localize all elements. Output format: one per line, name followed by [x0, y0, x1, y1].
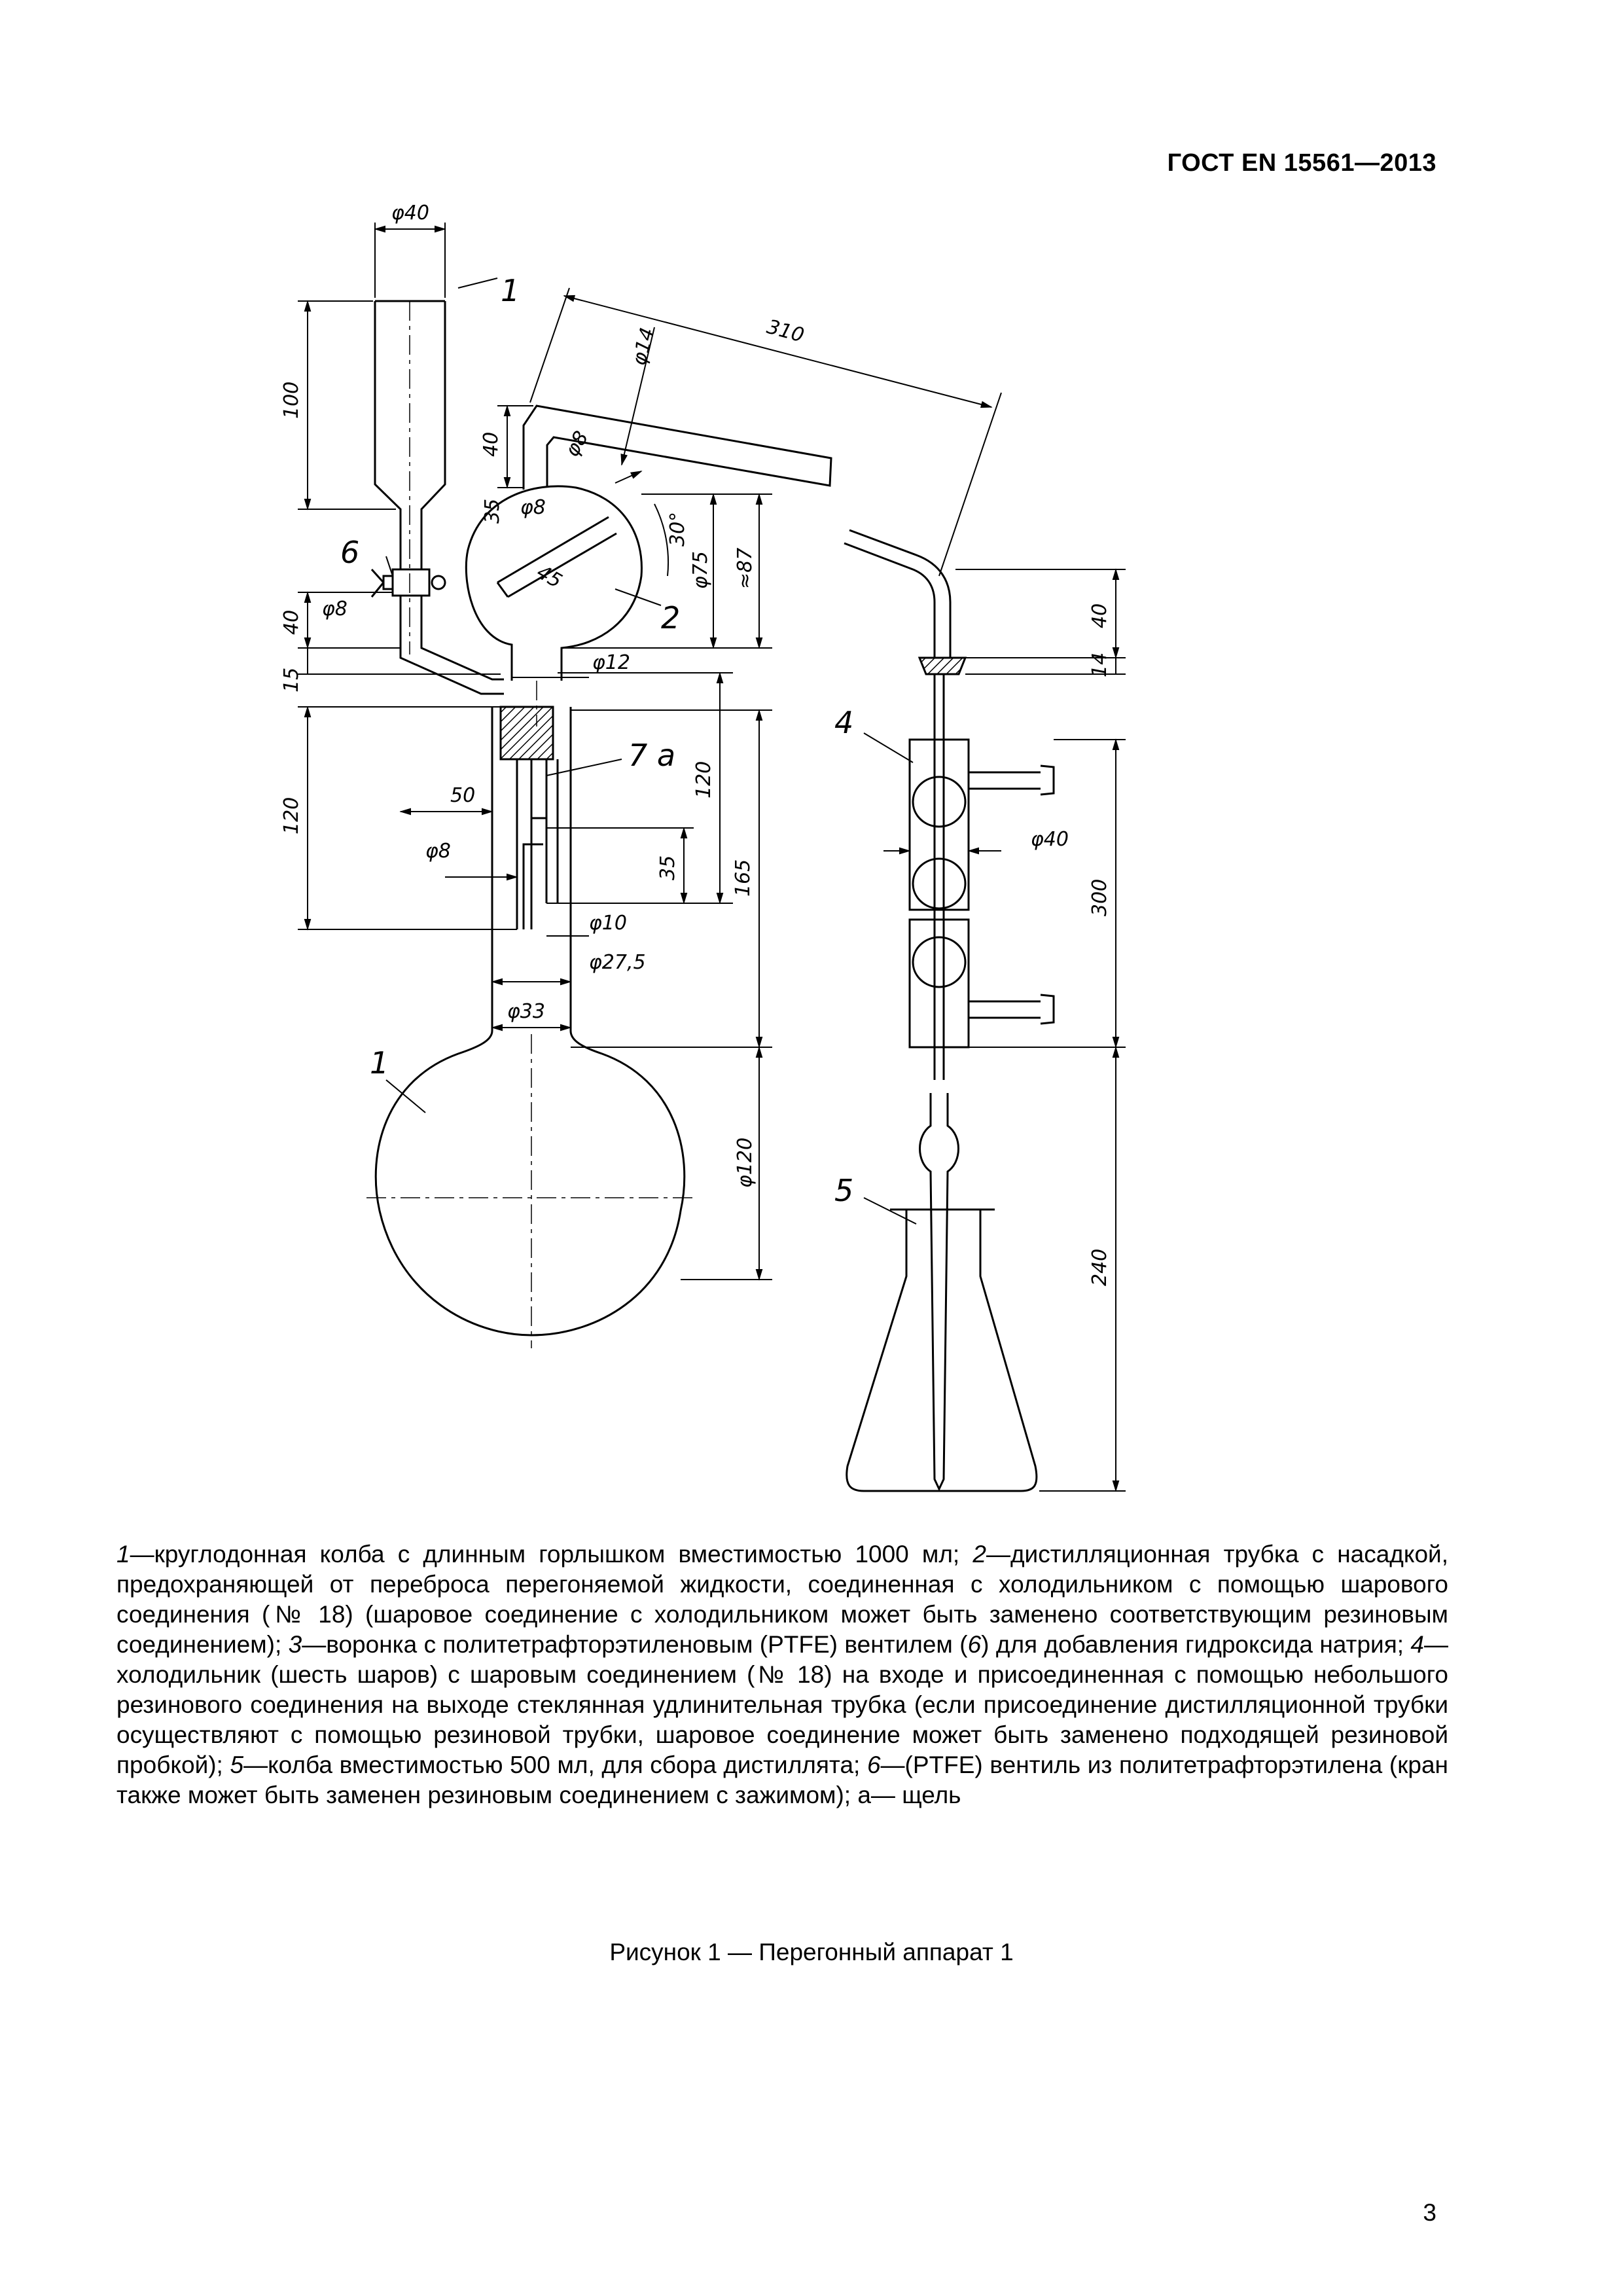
dim-cond-40: 40 [1088, 603, 1111, 628]
callout-3: 1 [501, 273, 520, 308]
dim-flask-120: φ120 [734, 1137, 757, 1188]
dim-cond-14: 14 [1088, 652, 1111, 677]
legend-text-3: —воронка с политетрафторэтиленовым (PTFE) вентилем ( [302, 1631, 968, 1658]
dim-cond-diameter-40: φ40 [1031, 828, 1069, 851]
dim-neck-33: φ33 [507, 1000, 545, 1023]
callout-4: 4 [834, 705, 854, 740]
dim-rise-40: 40 [480, 431, 503, 457]
figure-legend [116, 1539, 1448, 1810]
dim-bulb-35: 35 [481, 498, 504, 524]
document-header: ГОСТ EN 15561—2013 [1167, 149, 1436, 177]
dim-tube-8-top: φ8 [560, 427, 594, 461]
legend-num-2: 2 [972, 1541, 986, 1568]
legend-text-6: —(PTFE) вентиль из политетрафторэтилена (кран также может быть заменен резиновым соединением с зажимом); а— щель [116, 1751, 1448, 1808]
legend-num-4: 4 [1410, 1631, 1424, 1658]
dim-bulb-75: φ75 [689, 551, 712, 589]
legend-num-5: 5 [230, 1751, 244, 1778]
dim-bulb-45: 45 [533, 560, 566, 594]
figure-title: Рисунок 1 — Перегонный аппарат 1 [609, 1939, 1014, 1965]
dim-neck-27-5: φ27,5 [589, 951, 646, 974]
dim-tube-14: φ14 [627, 325, 660, 368]
dimension-lines [298, 223, 1126, 1491]
legend-text-2: —дистилляционная трубка с насадкой, предохраняющей от переброса перегоняемой жидкости, соединенная с холодильником с помощью шарового соединения (№ 18) (шаровое соединение с холодильником может быть заменено соответствующим резиновым соединением); [116, 1541, 1448, 1658]
side-tube [401, 596, 504, 694]
distillation-bulb [466, 406, 831, 726]
dim-funnel-height: 100 [280, 381, 303, 419]
callout-6: 6 [340, 535, 360, 570]
round-bottom-flask [366, 1031, 694, 1348]
callout-1: 1 [370, 1045, 389, 1081]
dim-valve-40: 40 [280, 609, 303, 635]
dropping-funnel [375, 301, 445, 655]
dim-slot-35: 35 [656, 855, 679, 880]
dim-angle-30: 30° [666, 511, 689, 547]
callout-2: 2 [661, 600, 681, 636]
legend-text-1: —круглодонная колба с длинным горлышком вместимостью 1000 мл; [130, 1541, 973, 1568]
extension-tube [920, 1093, 959, 1489]
dim-receiver-240: 240 [1088, 1248, 1111, 1286]
dim-cond-300: 300 [1088, 878, 1111, 916]
legend-num-6-ref: 6 [967, 1631, 982, 1658]
dim-bulb-inlet-8: φ8 [520, 496, 546, 519]
callout-5: 5 [834, 1173, 854, 1208]
legend-text-6-ref: ) для добавления гидроксида натрия; [981, 1631, 1411, 1658]
legend-num-6: 6 [866, 1751, 881, 1778]
condenser [910, 674, 1054, 1080]
legend-num-3: 3 [288, 1631, 302, 1658]
dim-slot-120: 120 [692, 761, 715, 798]
dim-neck-165: 165 [732, 859, 755, 897]
legend-text-5: —колба вместимостью 500 мл, для сбора дистиллята; [243, 1751, 867, 1778]
receiver-flask [847, 1210, 1037, 1491]
dim-step-15: 15 [280, 667, 303, 692]
dim-funnel-diameter: φ40 [391, 202, 429, 224]
callout-7a: 7 а [628, 738, 676, 773]
page-number: 3 [1423, 2199, 1436, 2226]
dim-side-50: 50 [450, 784, 476, 807]
dim-inner-10: φ10 [589, 912, 627, 935]
dim-neck-120-left: 120 [280, 797, 303, 834]
legend-text-4: —холодильник (шесть шаров) с шаровым соединением (№ 18) на входе и присоединенная с помощью небольшого резинового соединения на выходе стеклянная удлинительная трубка (если присоединение дистилляционной трубки осуществляют с помощью резиновой трубки, шаровое соединение может быть заменено подходящей резиновой пробкой); [116, 1631, 1448, 1778]
dim-310: 310 [764, 315, 807, 348]
dim-valve-8: φ8 [322, 598, 348, 620]
rubber-stopper [501, 707, 553, 759]
dim-tube-12: φ12 [592, 651, 630, 674]
dim-side-8: φ8 [425, 840, 451, 863]
legend-num-1: 1 [116, 1541, 130, 1568]
dim-approx-87: ≈87 [734, 547, 757, 589]
